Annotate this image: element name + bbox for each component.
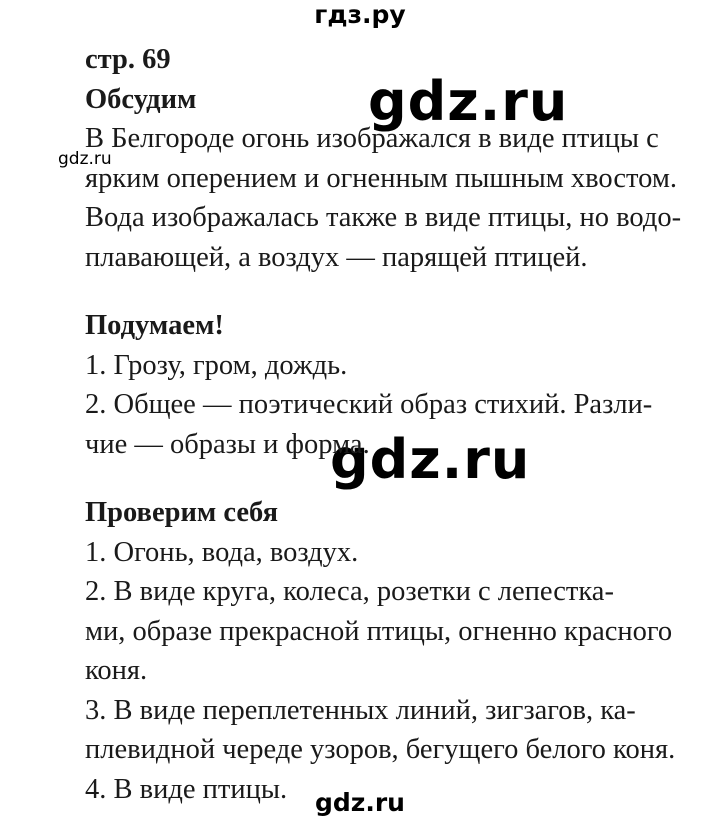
section-discuss: [85, 80, 695, 278]
text-line: В Белгороде огонь изображался в виде птицы с: [85, 123, 659, 154]
watermark-large-2: gdz.ru: [330, 428, 531, 491]
text-line: ярким оперением и огненным пышным хвостом.: [85, 162, 677, 194]
section-think: [85, 306, 695, 464]
section-check: [85, 493, 695, 809]
section-spacer: [85, 277, 695, 306]
watermark-small: gdz.ru: [58, 149, 112, 169]
text-line: 2. В виде круга, колеса, розетки с лепестка-: [85, 576, 614, 607]
text-line: 1. Огонь, вода, воздух.: [85, 536, 359, 568]
text-line: коня.: [85, 655, 148, 686]
watermark-bottom: gdz.ru: [315, 788, 405, 817]
watermark-large-1: gdz.ru: [368, 70, 569, 133]
section-discuss-title: Обсудим: [85, 83, 197, 115]
section-check-title: Проверим себя: [85, 497, 279, 528]
page-label: стр. 69: [85, 44, 171, 75]
text-line: 4. В виде птицы.: [85, 773, 288, 805]
watermark-top: гдз.ру: [314, 0, 406, 29]
section-think-title: Подумаем!: [85, 310, 224, 341]
page-content: [85, 40, 695, 809]
text-line: чие — образы и форма.: [85, 428, 370, 460]
text-line: 1. Грозу, гром, дождь.: [85, 349, 348, 381]
text-line: 2. Общее — поэтический образ стихий. Разли-: [85, 389, 653, 420]
text-line: 3. В виде переплетенных линий, зигзагов, ка-: [85, 694, 636, 726]
text-line: плавающей, а воздух — парящей птицей.: [85, 241, 588, 273]
text-line: плевидной череде узоров, бегущего белого коня.: [85, 734, 676, 765]
text-line: Вода изображалась также в виде птицы, но водо-: [85, 202, 682, 233]
section-spacer: [85, 464, 695, 493]
text-line: ми, образе прекрасной птицы, огненно красного: [85, 615, 673, 647]
